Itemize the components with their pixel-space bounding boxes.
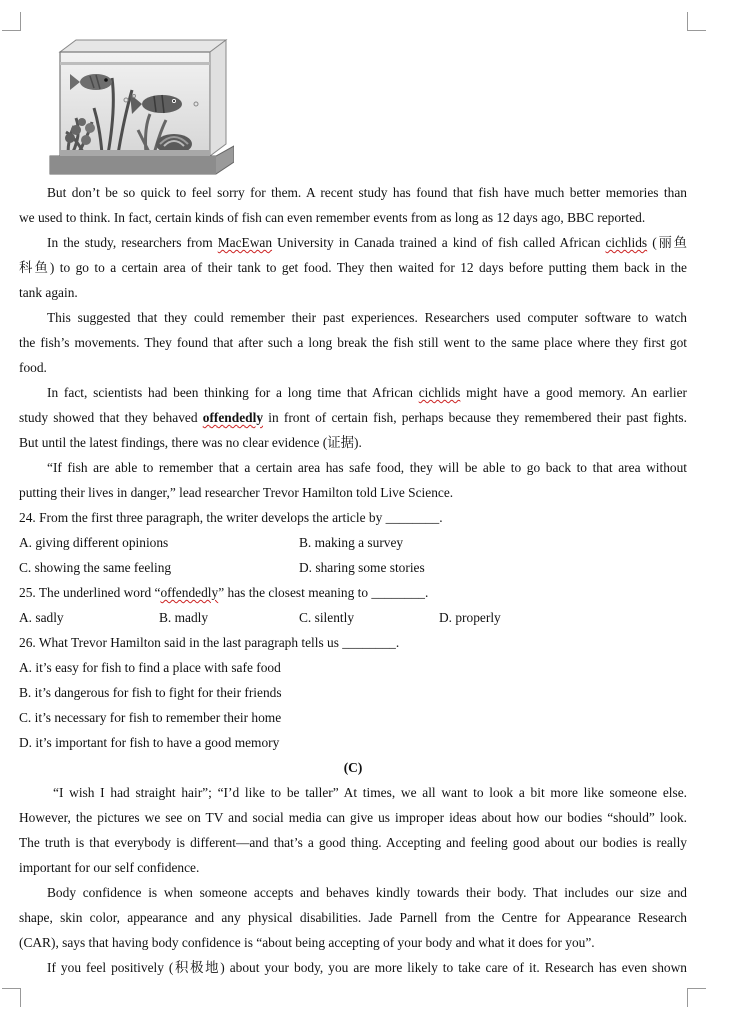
section-heading: (C) [343, 760, 363, 775]
paragraph-line [19, 405, 687, 430]
question-stem [19, 580, 687, 605]
text-run: in front of certain fish, perhaps because they remembered their past fights. [263, 410, 687, 425]
option-row [19, 530, 687, 555]
paragraph-line: the fish’s movements. They found that after such a long break the fish still went to the same place where they first got [19, 335, 687, 350]
option: A. giving different opinions [19, 535, 169, 550]
page-corner-mark [687, 12, 706, 31]
fish-tank-illustration [46, 38, 234, 176]
option: B. making a survey [299, 535, 404, 550]
option: A. it’s easy for fish to find a place with safe food [19, 660, 281, 675]
paragraph-line: “If fish are able to remember that a certain area has safe food, they will be able to go back to that area without [47, 460, 687, 475]
text-run: ” has the closest meaning to ________. [218, 585, 429, 600]
paragraph-line: “I wish I had straight hair”; “I’d like to be taller” At times, we all want to look a bit more like someone else. [53, 785, 687, 800]
paragraph-line: But until the latest findings, there was no clear evidence (证据). [19, 435, 362, 450]
flagged-word: cichlids [418, 385, 461, 400]
paragraph-line: we used to think. In fact, certain kinds of fish can even remember events from as long as 12 days ago, BBC reported. [19, 210, 646, 225]
text-run: might have a good memory. An earlier [460, 385, 687, 400]
paragraph-line: But don’t be so quick to feel sorry for them. A recent study has found that fish have much better memories than [47, 185, 687, 200]
paragraph-line [19, 380, 687, 405]
paragraph-line: However, the pictures we see on TV and social media can give us improper ideas about how our bodies “should” look. [19, 810, 687, 825]
question-stem: 24. From the first three paragraph, the writer develops the article by ________. [19, 510, 443, 525]
text-run: study showed that they behaved [19, 410, 203, 425]
page-corner-mark [687, 988, 706, 1007]
text-run: 25. The underlined word “ [19, 585, 161, 600]
text-run: (丽鱼 [647, 235, 687, 250]
option: A. sadly [19, 610, 64, 625]
option: C. silently [299, 610, 355, 625]
option: D. sharing some stories [299, 560, 425, 575]
paragraph-line: putting their lives in danger,” lead researcher Trevor Hamilton told Live Science. [19, 485, 454, 500]
option: B. it’s dangerous for fish to fight for their friends [19, 685, 282, 700]
option-row [19, 605, 687, 630]
option: C. it’s necessary for fish to remember their home [19, 710, 282, 725]
target-word: offendedly [202, 410, 264, 425]
text-run: In fact, scientists had been thinking for a long time that African [47, 385, 419, 400]
text-run: University in Canada trained a kind of fish called African [272, 235, 606, 250]
option: D. properly [439, 610, 501, 625]
paragraph-line: If you feel positively (积极地) about your body, you are more likely to take care of it. Research has even shown [47, 960, 687, 975]
paragraph-line: tank again. [19, 285, 78, 300]
paragraph-line: 科鱼) to go to a certain area of their tank to get food. They then waited for 12 days before putting them back in the [19, 260, 687, 275]
document-body [19, 180, 687, 980]
flagged-word: offendedly [160, 585, 219, 600]
text-run: In the study, researchers from [47, 235, 218, 250]
page-corner-mark [2, 988, 21, 1007]
page-corner-mark [2, 12, 21, 31]
paragraph-line: (CAR), says that having body confidence is “about being accepting of your body and what it does for you”. [19, 935, 595, 950]
paragraph-line: Body confidence is when someone accepts and behaves kindly towards their body. That includes our size and [47, 885, 687, 900]
option-row [19, 555, 687, 580]
flagged-word: cichlids [605, 235, 648, 250]
paragraph-line: food. [19, 360, 47, 375]
paragraph-line [19, 230, 687, 255]
option: D. it’s important for fish to have a good memory [19, 735, 280, 750]
paragraph-line: This suggested that they could remember their past experiences. Researchers used computer software to watch [47, 310, 687, 325]
option: C. showing the same feeling [19, 560, 172, 575]
option: B. madly [159, 610, 209, 625]
question-stem: 26. What Trevor Hamilton said in the last paragraph tells us ________. [19, 635, 400, 650]
flagged-word: MacEwan [217, 235, 273, 250]
paragraph-line: important for our self confidence. [19, 860, 200, 875]
paragraph-line: The truth is that everybody is different—and that’s a good thing. Accepting and feeling good about our bodies is really [19, 835, 687, 850]
paragraph-line: shape, skin color, appearance and any physical disabilities. Jade Parnell from the Centre for Appearance Research [19, 910, 687, 925]
